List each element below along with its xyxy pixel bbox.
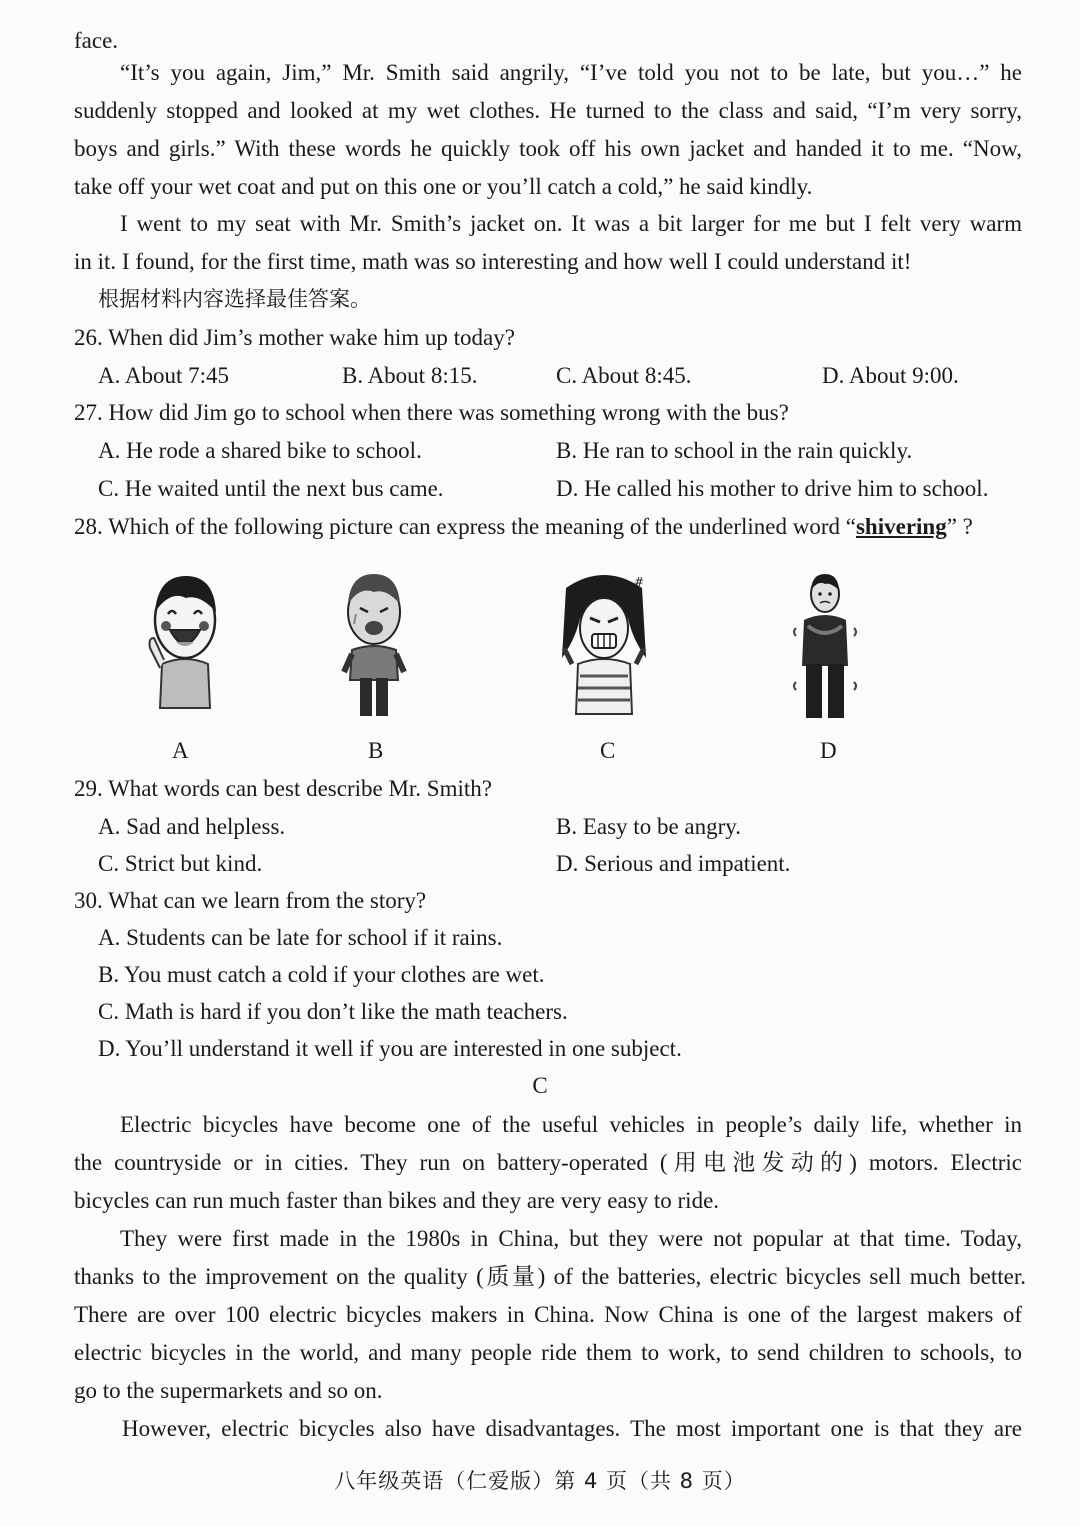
option-c: C. He waited until the next bus came. — [98, 476, 444, 501]
question-stem: 27. How did Jim go to school when there was something wrong with the bus? — [74, 400, 789, 425]
stem-text: 28. Which of the following picture can express the meaning of the underlined word “ — [74, 514, 856, 539]
option-d: D. About 9:00. — [822, 363, 959, 388]
option-b: B. You must catch a cold if your clothes are wet. — [98, 962, 545, 987]
option-c: C. Math is hard if you don’t like the math teachers. — [98, 999, 568, 1024]
passage-line: in it. I found, for the first time, math was so interesting and how well I could understand it! — [74, 249, 912, 274]
picture-label: B — [368, 738, 384, 763]
passage-line: I went to my seat with Mr. Smith’s jacket on. It was a bit larger for me but I felt very warm — [120, 211, 1022, 236]
passage-line: Electric bicycles have become one of the useful vehicles in people’s daily life, whether in — [120, 1112, 1022, 1137]
page-footer: 八年级英语（仁爱版）第 4 页（共 8 页） — [334, 1469, 746, 1493]
passage-line: “It’s you again, Jim,” Mr. Smith said angrily, “I’ve told you not to be late, but you…” he — [120, 60, 1022, 85]
question-stem: 30. What can we learn from the story? — [74, 888, 427, 913]
instruction: 根据材料内容选择最佳答案。 — [98, 287, 371, 311]
question-stem — [74, 512, 973, 542]
option-b: B. Easy to be angry. — [556, 814, 742, 839]
option-b: B. He ran to school in the rain quickly. — [556, 438, 913, 463]
passage-line: bicycles can run much faster than bikes and they are very easy to ride. — [74, 1188, 720, 1213]
picture-a-laughing-boy — [140, 568, 230, 716]
picture-b-crying-boy — [326, 568, 422, 720]
passage-line: However, electric bicycles also have disadvantages. The most important one is that they are — [122, 1416, 1022, 1441]
option-a: A. He rode a shared bike to school. — [98, 438, 422, 463]
picture-c-angry-girl — [556, 568, 652, 720]
option-a: A. Sad and helpless. — [98, 814, 286, 839]
passage-line: suddenly stopped and looked at my wet clothes. He turned to the class and said, “I’m very sorry, — [74, 98, 1022, 123]
passage-line: electric bicycles in the world, and many people ride them to work, to send children to schools, to — [74, 1340, 1022, 1365]
option-b: B. About 8:15. — [342, 363, 478, 388]
option-a: A. About 7:45 — [98, 363, 229, 388]
passage-line: They were first made in the 1980s in China, but they were not popular at that time. Today, — [120, 1226, 1022, 1251]
question-stem: 29. What words can best describe Mr. Smith? — [74, 776, 492, 801]
passage-line: face. — [74, 28, 119, 53]
passage-line: the countryside or in cities. They run on battery-operated (用电池发动的) motors. Electric — [74, 1150, 1022, 1175]
option-d: D. He called his mother to drive him to school. — [556, 476, 989, 501]
passage-line: take off your wet coat and put on this one or you’ll catch a cold,” he said kindly. — [74, 174, 813, 199]
underlined-word: shivering — [855, 514, 947, 539]
picture-label: A — [172, 738, 189, 763]
passage-line: boys and girls.” With these words he quickly took off his own jacket and handed it to me. “Now, — [74, 136, 1022, 161]
passage-line: go to the supermarkets and so on. — [74, 1378, 383, 1403]
svg-text:#: # — [634, 575, 645, 589]
option-d: D. Serious and impatient. — [556, 851, 791, 876]
option-d: D. You’ll understand it well if you are interested in one subject. — [98, 1036, 682, 1061]
picture-label: C — [600, 738, 616, 763]
passage-line: There are over 100 electric bicycles makers in China. Now China is one of the largest makers of — [74, 1302, 1022, 1327]
question-stem: 26. When did Jim’s mother wake him up today? — [74, 325, 515, 350]
option-c: C. Strict but kind. — [98, 851, 263, 876]
picture-d-shivering-man — [790, 570, 860, 720]
section-heading: C — [532, 1073, 548, 1098]
stem-text: ” ? — [946, 514, 973, 539]
option-a: A. Students can be late for school if it rains. — [98, 925, 503, 950]
picture-label: D — [820, 738, 837, 763]
option-c: C. About 8:45. — [556, 363, 692, 388]
passage-line: thanks to the improvement on the quality (质量) of the batteries, electric bicycles sell much better. — [74, 1264, 1026, 1289]
